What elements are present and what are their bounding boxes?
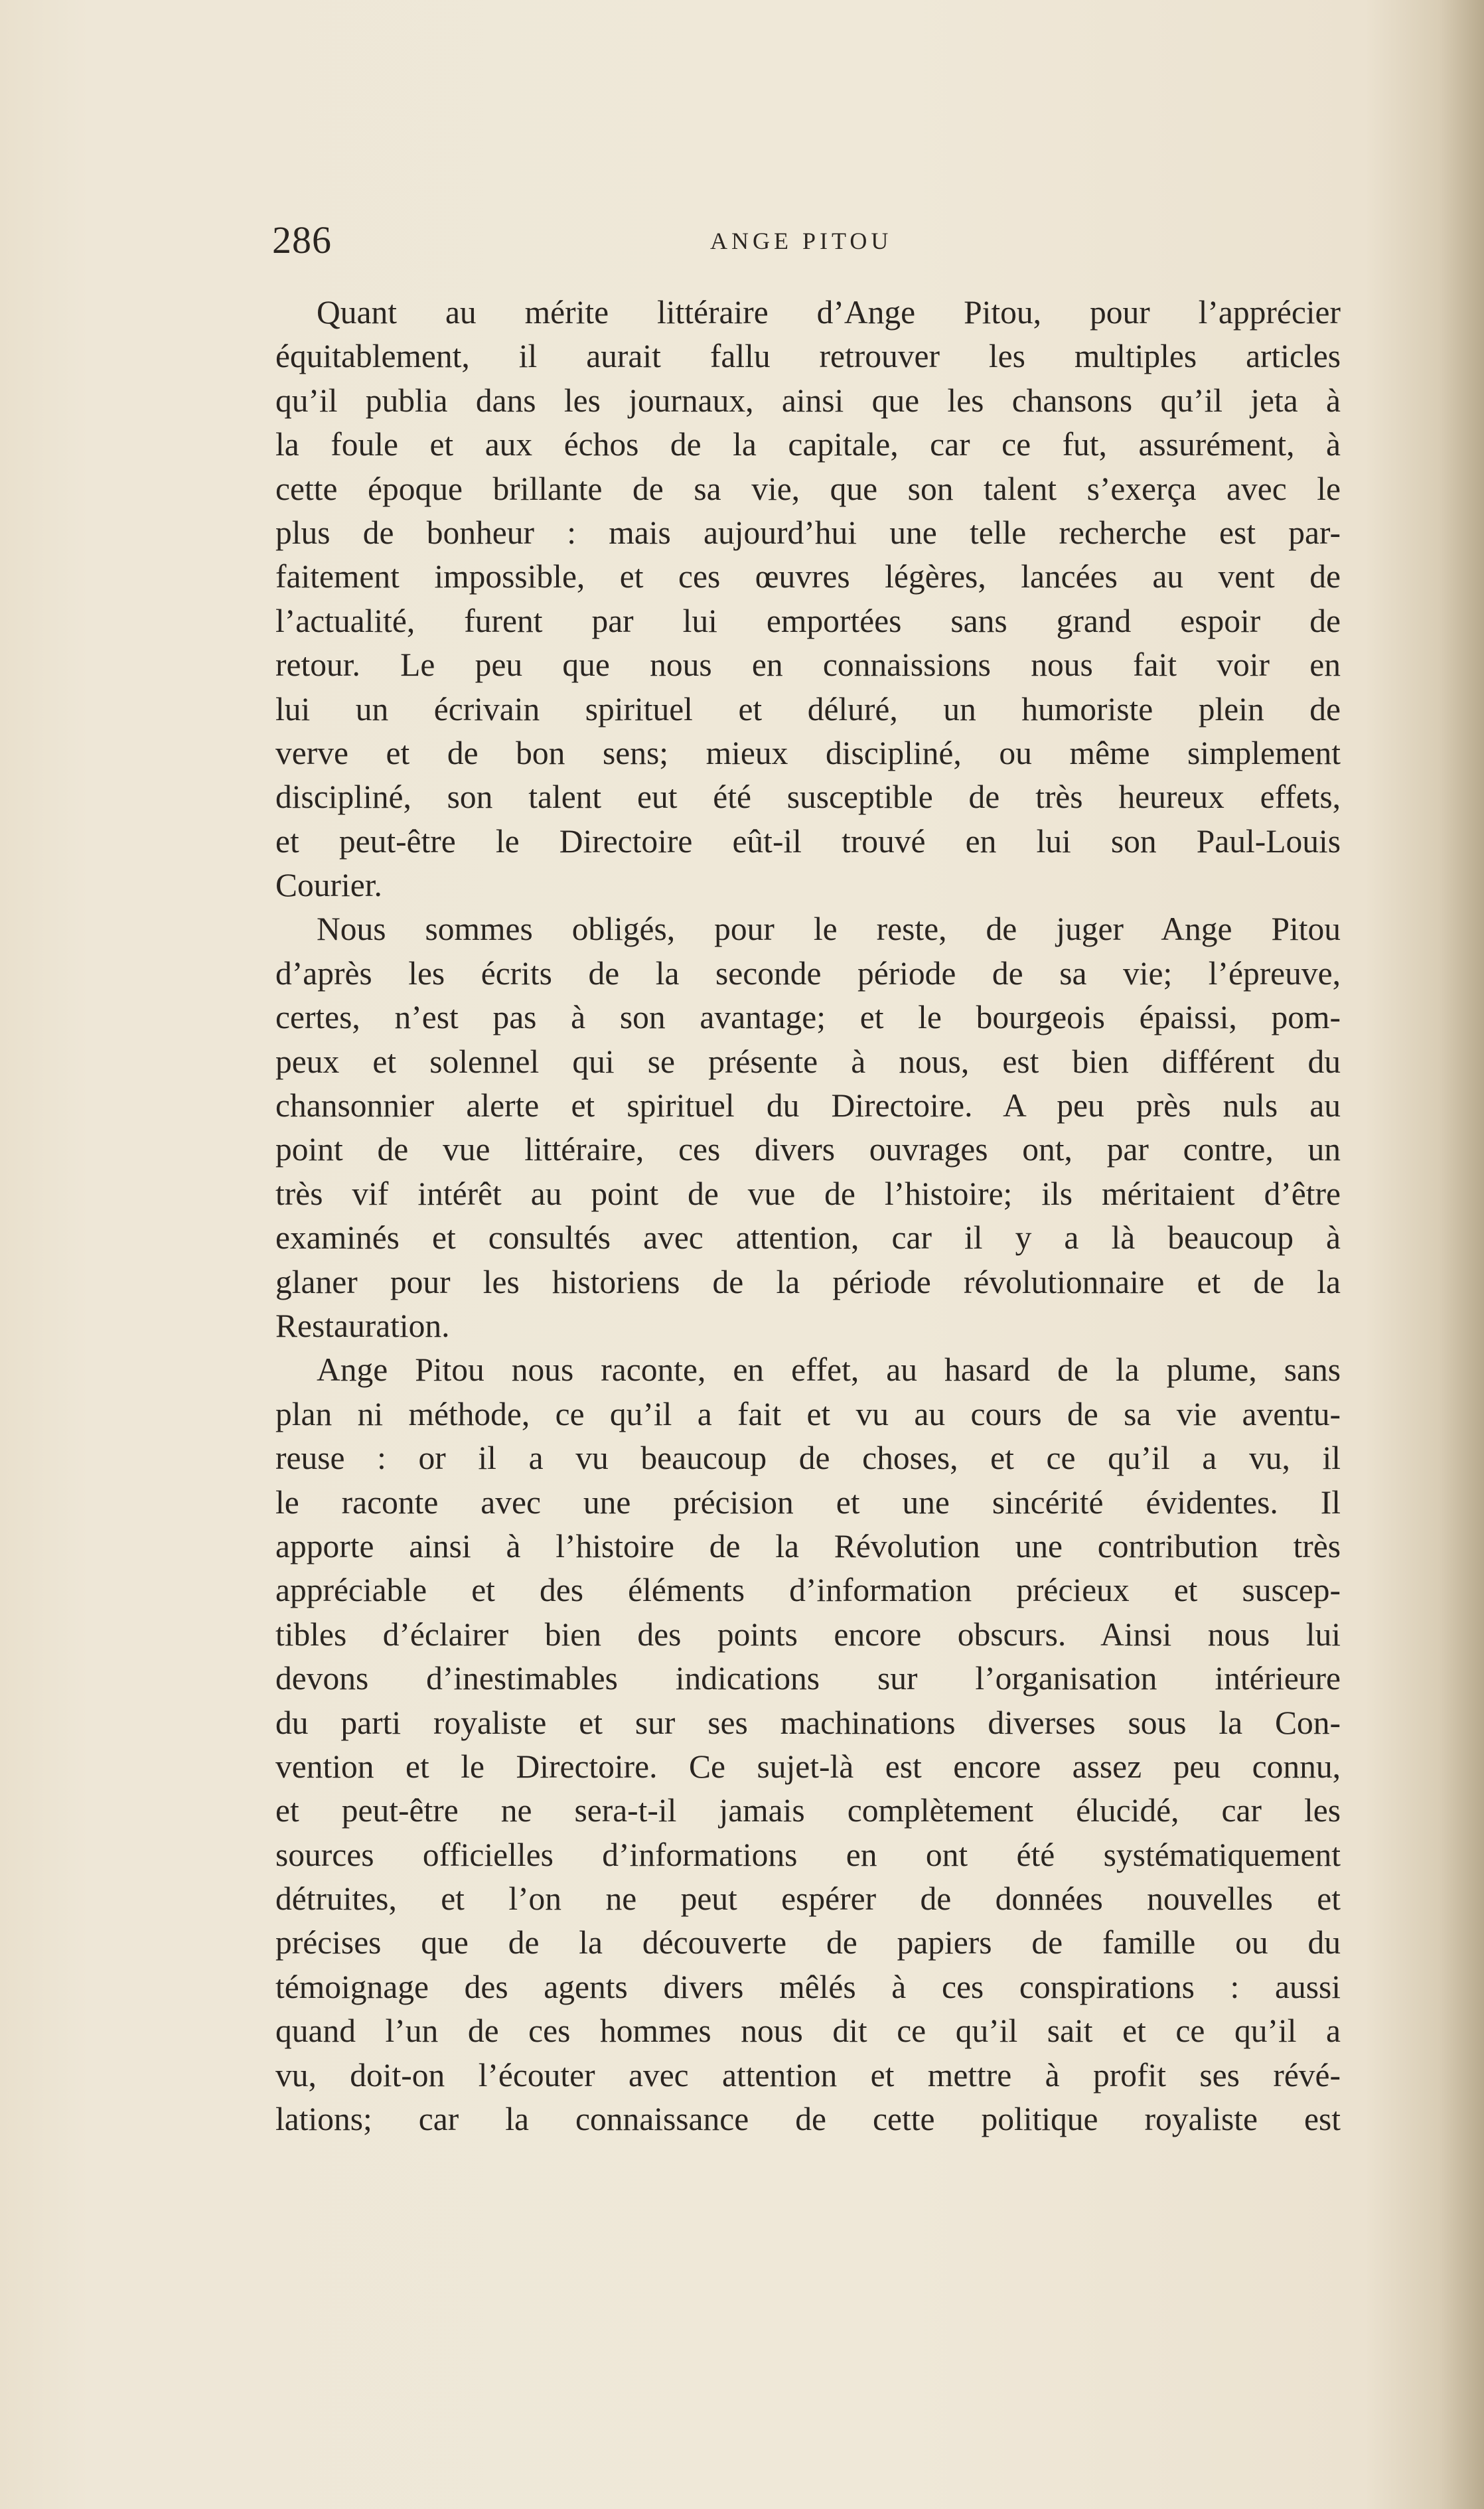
text-line: Restauration. [275, 1307, 450, 1344]
text-line: témoignage des agents divers mêlés à ces conspirations : aussi [275, 1968, 1341, 2005]
text-line: sources officielles d’informations en ont été systématiquement [275, 1836, 1341, 1873]
text-line: équitablement, il aurait fallu retrouver les multiples articles [275, 338, 1341, 375]
text-line: tibles d’éclairer bien des points encore obscurs. Ainsi nous lui [275, 1616, 1341, 1653]
text-line: verve et de bon sens; mieux discipliné, ou même simplement [275, 734, 1341, 771]
text-line: plus de bonheur : mais aujourd’hui une telle recherche est par- [275, 514, 1341, 551]
text-line: Courier. [275, 867, 382, 904]
text-line: chansonnier alerte et spirituel du Directoire. A peu près nuls au [275, 1087, 1341, 1124]
running-title: ANGE PITOU [710, 228, 893, 254]
text-line: plan ni méthode, ce qu’il a fait et vu au cours de sa vie aventu- [275, 1395, 1341, 1432]
text-line: appréciable et des éléments d’information précieux et suscep- [275, 1572, 1341, 1609]
text-line: très vif intérêt au point de vue de l’histoire; ils méritaient d’être [275, 1175, 1341, 1212]
text-line: retour. Le peu que nous en connaissions nous fait voir en [275, 646, 1341, 684]
text-line: devons d’inestimables indications sur l’organisation intérieure [275, 1660, 1341, 1697]
paragraph-3 [275, 1348, 1341, 2141]
text-line: lui un écrivain spirituel et déluré, un humoriste plein de [275, 690, 1341, 727]
text-line: détruites, et l’on ne peut espérer de données nouvelles et [275, 1880, 1341, 1918]
text-line: peux et solennel qui se présente à nous, est bien différent du [275, 1043, 1341, 1080]
text-line: certes, n’est pas à son avantage; et le bourgeois épaissi, pom- [275, 999, 1341, 1036]
paragraph-1 [275, 291, 1341, 907]
text-line: la foule et aux échos de la capitale, car ce fut, assurément, à [275, 426, 1341, 463]
text-line: examinés et consultés avec attention, car il y a là beaucoup à [275, 1219, 1341, 1256]
page-number: 286 [272, 218, 332, 262]
running-head [272, 212, 1341, 272]
text-line: point de vue littéraire, ces divers ouvrages ont, par contre, un [275, 1131, 1341, 1168]
text-line: et peut-être le Directoire eût-il trouvé en lui son Paul-Louis [275, 822, 1341, 860]
text-line: qu’il publia dans les journaux, ainsi que les chansons qu’il jeta à [275, 382, 1341, 419]
text-line: cette époque brillante de sa vie, que son talent s’exerça avec le [275, 470, 1341, 507]
text-line: apporte ainsi à l’histoire de la Révolution une contribution très [275, 1527, 1341, 1564]
text-line: glaner pour les historiens de la période révolutionnaire et de la [275, 1263, 1341, 1300]
text-line: quand l’un de ces hommes nous dit ce qu’il sait et ce qu’il a [275, 2013, 1341, 2050]
text-line: discipliné, son talent eut été susceptible de très heureux effets, [275, 779, 1341, 816]
text-block [275, 291, 1341, 2141]
paragraph-2 [275, 907, 1341, 1348]
text-line: faitement impossible, et ces œuvres légères, lancées au vent de [275, 558, 1341, 595]
text-line: le raconte avec une précision et une sincérité évidentes. Il [275, 1483, 1341, 1521]
text-line: vention et le Directoire. Ce sujet-là est encore assez peu connu, [275, 1748, 1341, 1785]
text-line: Ange Pitou nous raconte, en effet, au hasard de la plume, sans [317, 1351, 1341, 1389]
text-line: d’après les écrits de la seconde période de sa vie; l’épreuve, [275, 954, 1341, 992]
text-line: reuse : or il a vu beaucoup de choses, et ce qu’il a vu, il [275, 1440, 1341, 1477]
text-line: du parti royaliste et sur ses machinations diverses sous la Con- [275, 1704, 1341, 1741]
text-line: Nous sommes obligés, pour le reste, de juger Ange Pitou [317, 911, 1341, 948]
text-line: et peut-être ne sera-t-il jamais complètement élucidé, car les [275, 1792, 1341, 1829]
text-line: Quant au mérite littéraire d’Ange Pitou, pour l’apprécier [317, 294, 1341, 331]
text-line: précises que de la découverte de papiers de famille ou du [275, 1924, 1341, 1961]
text-line: vu, doit-on l’écouter avec attention et mettre à profit ses révé- [275, 2056, 1341, 2093]
text-line: l’actualité, furent par lui emportées sans grand espoir de [275, 602, 1341, 639]
text-line: lations; car la connaissance de cette politique royaliste est [275, 2101, 1341, 2138]
